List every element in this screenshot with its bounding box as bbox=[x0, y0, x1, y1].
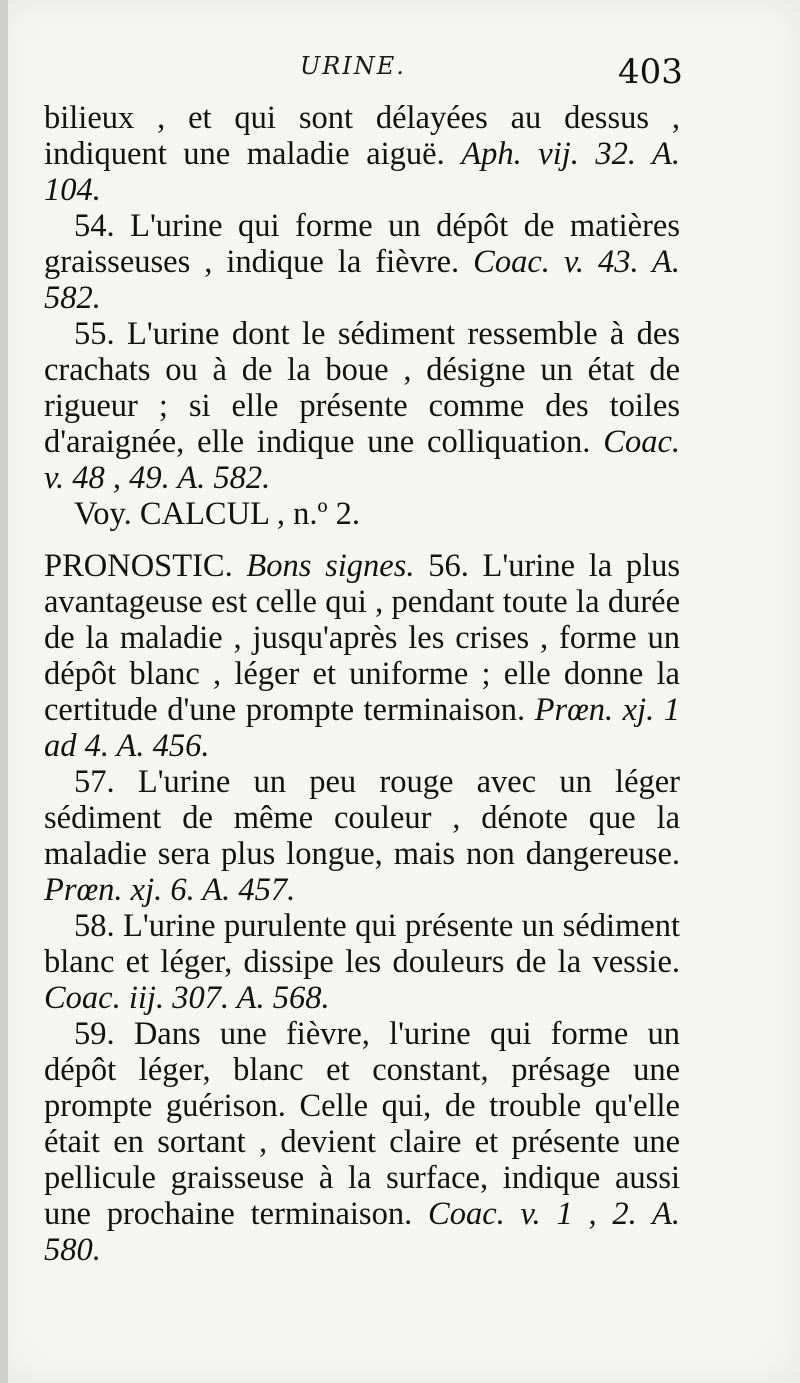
cross-reference bbox=[44, 496, 680, 532]
citation: Aph. vij. 32. A. 104. bbox=[44, 136, 680, 208]
paragraph-text: 55. L'urine dont le sédiment ressemble à des crachats ou à de la boue , désigne un état de rigueur ; si elle présente comme des toiles d'araignée, elle indique une colliquation. bbox=[44, 316, 680, 460]
paragraph-59 bbox=[44, 1016, 680, 1268]
paragraph-text: bilieux , et qui sont délayées au dessus , indiquent une maladie aiguë. bbox=[44, 100, 680, 172]
paragraph-text: 56. L'urine la plus avantageuse est celle qui , pendant toute la durée de la maladie , jusqu'après les crises , forme un dépôt blanc , léger et uniforme ; elle donne la certitude d'une prompte terminaison. bbox=[44, 548, 681, 728]
paragraph-58 bbox=[44, 908, 680, 1016]
citation: Prœn. xj. 6. A. 457. bbox=[44, 872, 296, 908]
citation: Coac. iij. 307. A. 568. bbox=[44, 980, 330, 1016]
paragraph-57 bbox=[44, 764, 680, 908]
citation: Coac. v. 48 , 49. A. 582. bbox=[44, 424, 680, 496]
paragraph-text: 54. L'urine qui forme un dépôt de matières graisseuses , indique la fièvre. bbox=[44, 208, 680, 280]
section-heading: PRONOSTIC. bbox=[44, 548, 233, 584]
paragraph-55 bbox=[44, 316, 680, 496]
paragraph-56 bbox=[44, 548, 680, 764]
paragraph-continuation bbox=[44, 100, 680, 208]
cross-reference-text: Voy. CALCUL , n.º 2. bbox=[74, 496, 361, 532]
paragraph-54 bbox=[44, 208, 680, 316]
page-number: 403 bbox=[618, 52, 683, 92]
paragraph-text: 59. Dans une fièvre, l'urine qui forme un dépôt léger, blanc et constant, présage une prompte guérison. Celle qui, de trouble qu'elle était en sortant , devient claire et présente une pellicule graisseuse à la surface, indique aussi une prochaine terminaison. bbox=[44, 1016, 680, 1232]
paragraph-text: 58. L'urine purulente qui présente un sédiment blanc et léger, dissipe les douleurs de la vessie. bbox=[44, 908, 680, 980]
citation: Coac. v. 1 , 2. A. 580. bbox=[44, 1196, 680, 1268]
page-body bbox=[44, 100, 680, 1268]
running-title: URINE. bbox=[300, 52, 406, 80]
section-subheading: Bons signes. bbox=[246, 548, 415, 584]
paragraph-text: 57. L'urine un peu rouge avec un léger sédiment de même couleur , dénote que la maladie sera plus longue, mais non dangereuse. bbox=[44, 764, 680, 872]
page-header bbox=[0, 50, 800, 90]
citation: Prœn. xj. 1 ad 4. A. 456. bbox=[44, 692, 681, 764]
citation: Coac. v. 43. A. 582. bbox=[44, 244, 681, 316]
